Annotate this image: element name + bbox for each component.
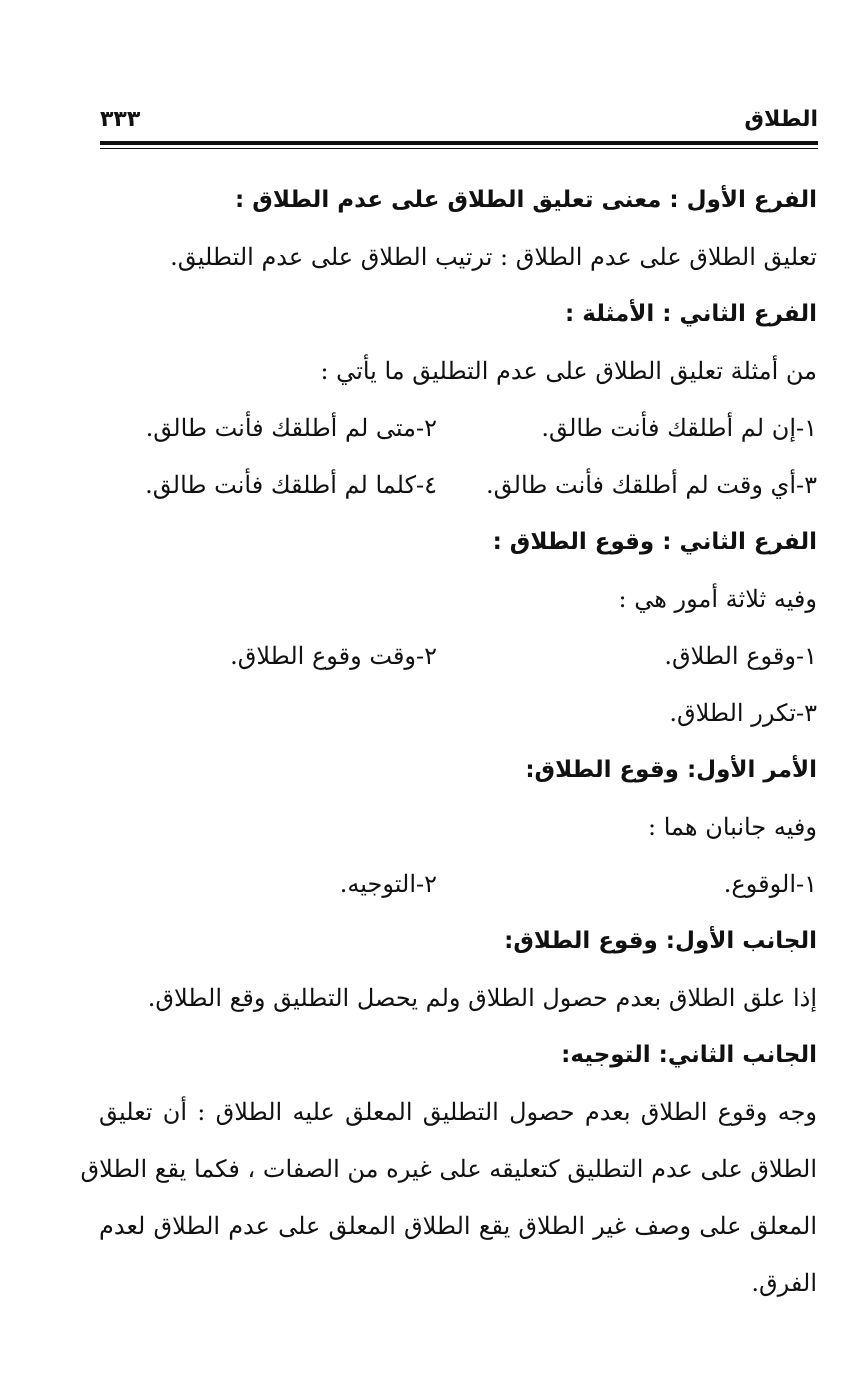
examples-row-2: [99, 457, 817, 514]
list-item: ١-الوقوع.: [723, 870, 817, 898]
list-item: ٣-تكرر الطلاق.: [669, 699, 817, 727]
paragraph-line: الطلاق على عدم التطليق كتعليقه على غيره من الصفات ، فكما يقع الطلاق: [80, 1155, 817, 1183]
section3-items-row-2: [99, 685, 817, 742]
paragraph-line: الفرق.: [751, 1269, 817, 1297]
aspect1-text: إذا علق الطلاق بعدم حصول الطلاق ولم يحصل التطليق وقع الطلاق.: [147, 984, 817, 1012]
section3-items-row-1: [99, 628, 817, 685]
paragraph-line: وجه وقوع الطلاق بعدم حصول التطليق المعلق عليه الطلاق : أن تعليق: [99, 1098, 817, 1126]
example-item: ٢-متى لم أطلقك فأنت طالق.: [145, 414, 437, 442]
running-header: [100, 104, 818, 140]
list-item: ٢-وقت وقوع الطلاق.: [230, 642, 437, 670]
header-rule-thick: [100, 141, 818, 145]
matter1-heading: الأمر الأول: وقوع الطلاق:: [525, 757, 817, 783]
examples-row-1: [99, 400, 817, 457]
section1-heading: الفرع الأول : معنى تعليق الطلاق على عدم الطلاق :: [235, 187, 817, 213]
list-item: ١-وقوع الطلاق.: [664, 642, 817, 670]
section1-text: تعليق الطلاق على عدم الطلاق : ترتيب الطلاق على عدم التطليق.: [170, 243, 817, 271]
aspect2-heading: الجانب الثاني: التوجيه:: [561, 1042, 817, 1068]
example-item: ٣-أي وقت لم أطلقك فأنت طالق.: [486, 471, 817, 499]
page-body: [80, 172, 817, 1312]
aspect1-heading: الجانب الأول: وقوع الطلاق:: [504, 928, 817, 954]
running-title: الطلاق: [744, 107, 818, 132]
section2-heading: الفرع الثاني : الأمثلة :: [565, 301, 817, 327]
list-item: ٢-التوجيه.: [339, 870, 437, 898]
section2-intro: من أمثلة تعليق الطلاق على عدم التطليق ما يأتي :: [320, 357, 817, 385]
example-item: ٤-كلما لم أطلقك فأنت طالق.: [145, 471, 437, 499]
matter1-items-row: [99, 856, 817, 913]
section3-heading: الفرع الثاني : وقوع الطلاق :: [492, 529, 817, 555]
paragraph-line: المعلق على وصف غير الطلاق يقع الطلاق المعلق على عدم الطلاق لعدم: [99, 1212, 817, 1240]
matter1-intro: وفيه جانبان هما :: [648, 813, 817, 841]
page-number: ٣٣٣: [100, 107, 141, 132]
example-item: ١-إن لم أطلقك فأنت طالق.: [541, 414, 817, 442]
header-rule-thin: [100, 148, 818, 149]
section3-intro: وفيه ثلاثة أمور هي :: [618, 585, 817, 613]
